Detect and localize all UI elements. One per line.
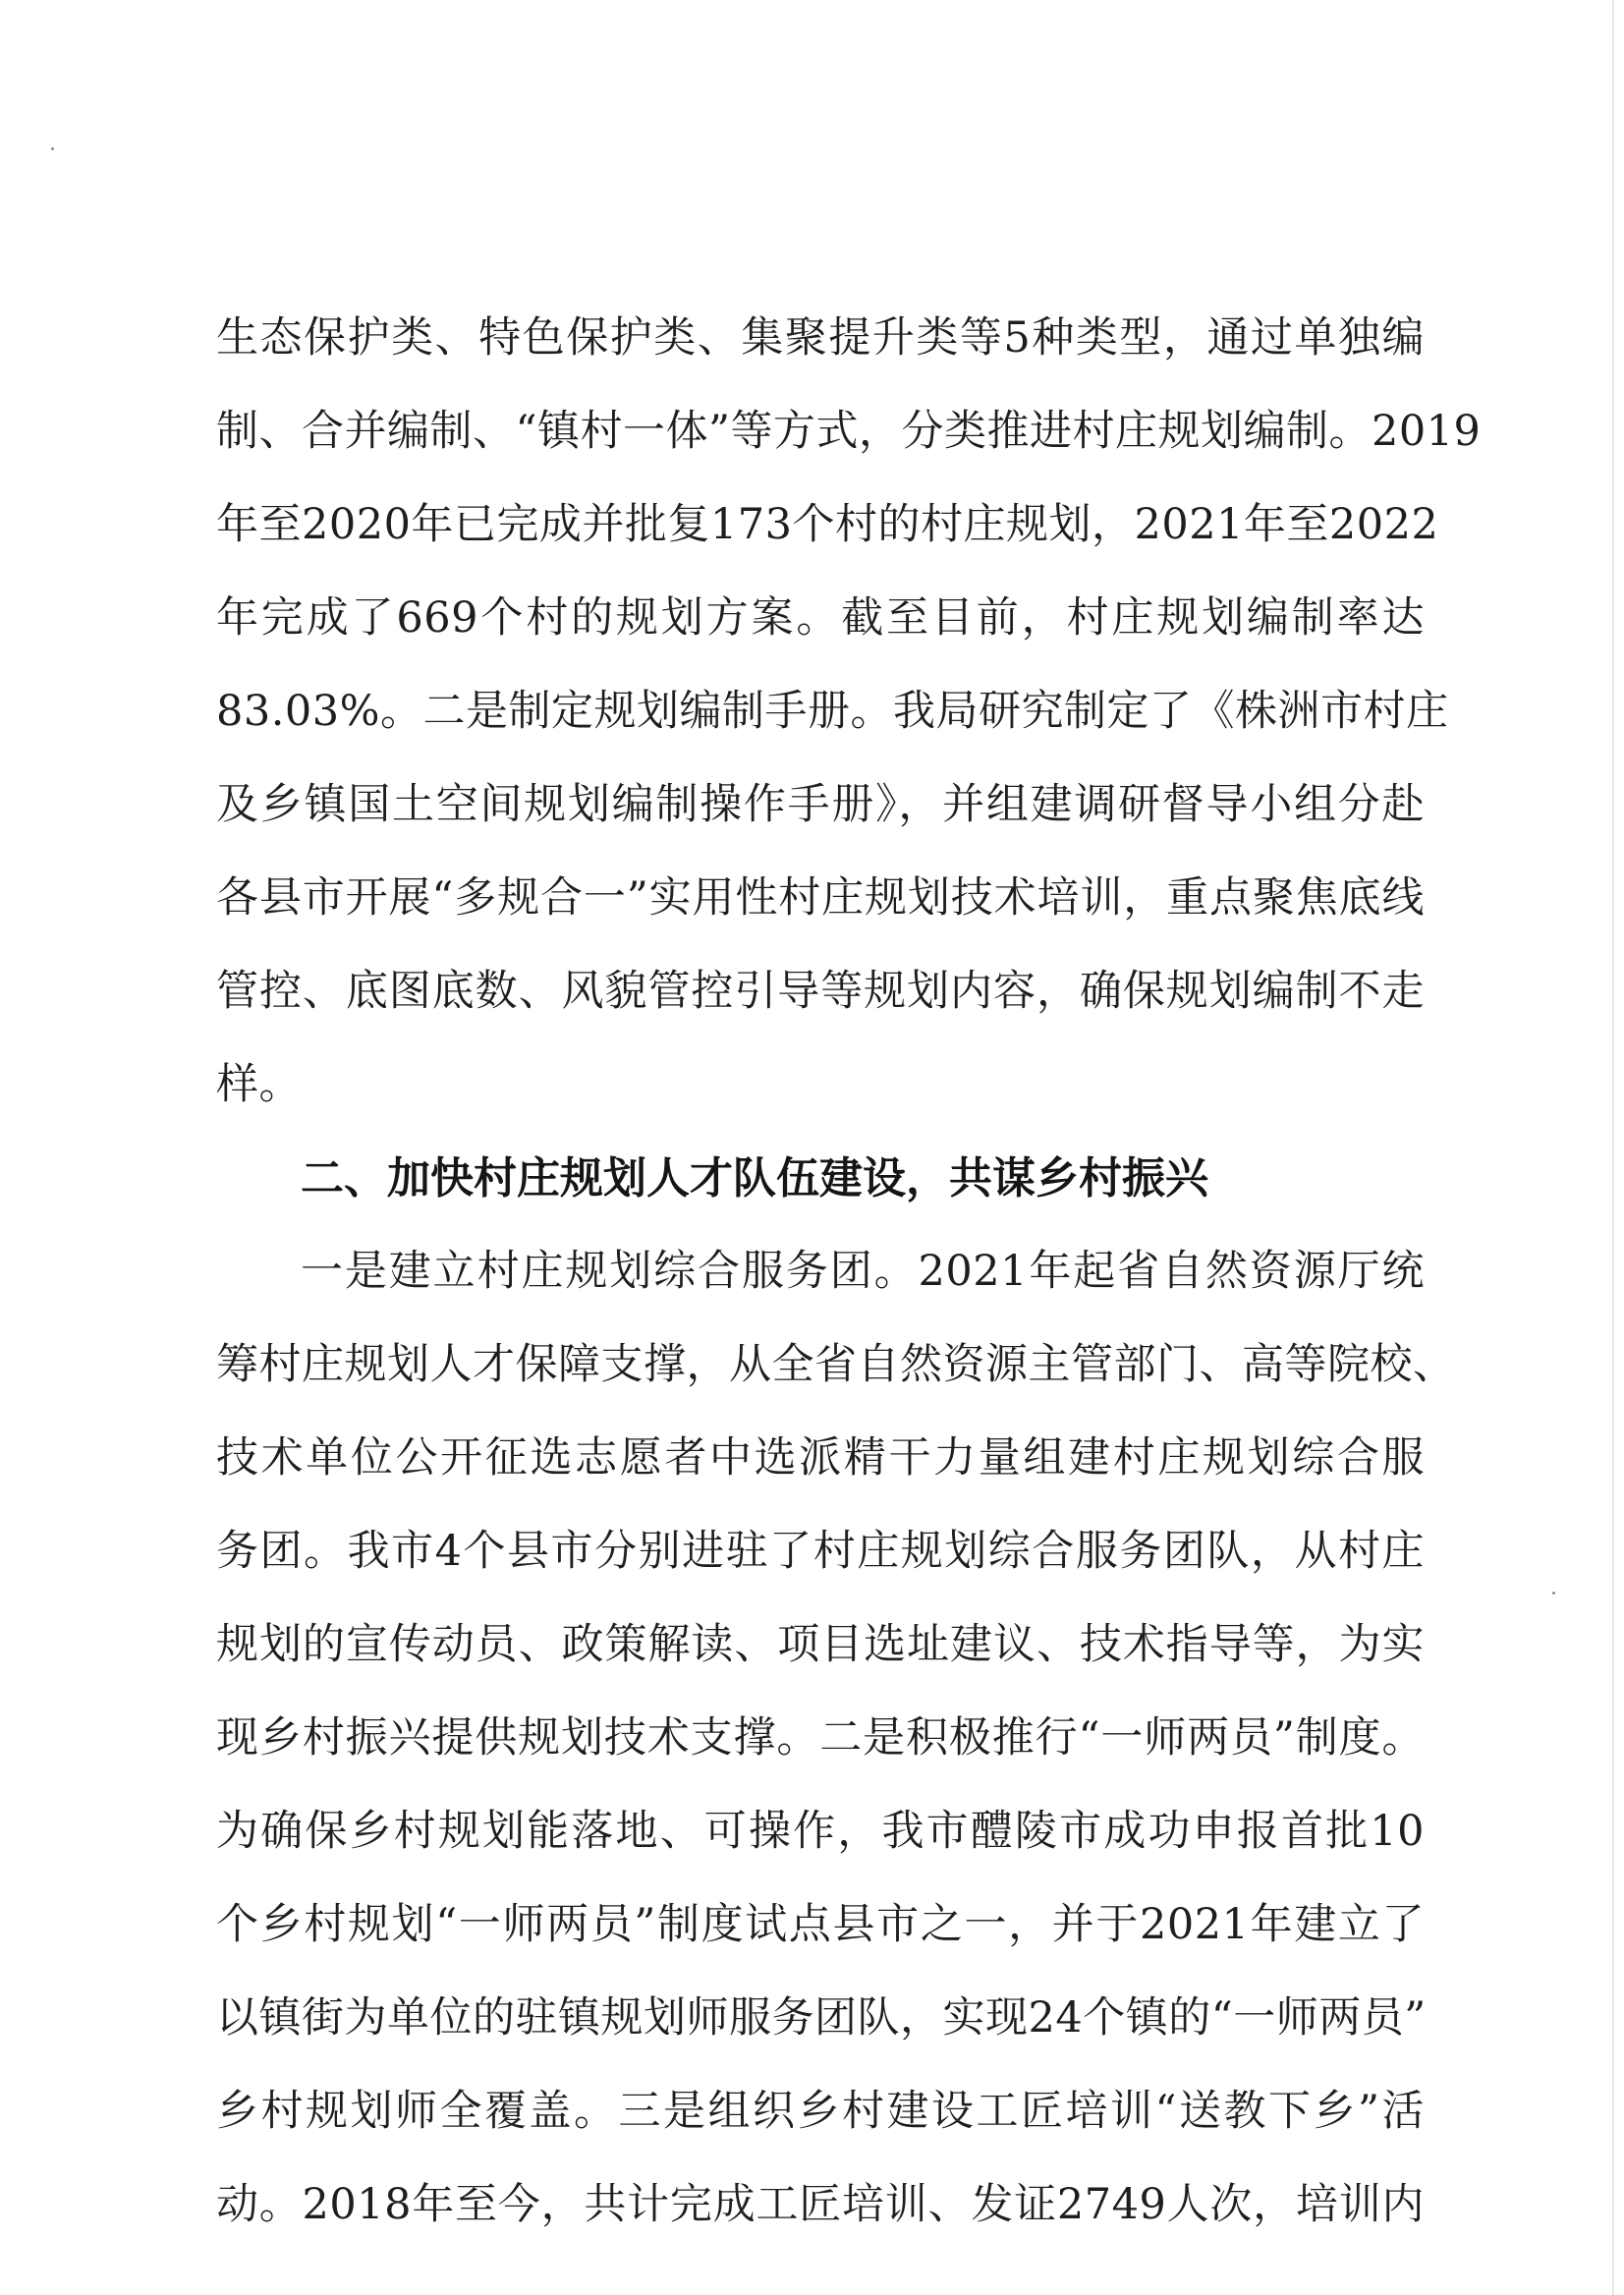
text-line: 个乡村规划“一师两员”制度试点县市之一，并于2021年建立了 xyxy=(216,1900,1425,1949)
scan-speck xyxy=(1552,1592,1555,1595)
text-line: 生态保护类、特色保护类、集聚提升类等5种类型，通过单独编 xyxy=(216,313,1425,363)
text-line: 筹村庄规划人才保障支撑，从全省自然资源主管部门、高等院校、 xyxy=(216,1340,1456,1389)
text-line: 83.03%。二是制定规划编制手册。我局研究制定了《株洲市村庄 xyxy=(216,687,1449,736)
text-line: 年完成了669个村的规划方案。截至目前，村庄规划编制率达 xyxy=(216,593,1425,643)
text-line: 为确保乡村规划能落地、可操作，我市醴陵市成功申报首批10 xyxy=(216,1807,1425,1856)
scan-speck xyxy=(51,147,54,150)
text-line: 乡村规划师全覆盖。三是组织乡村建设工匠培训“送教下乡”活 xyxy=(216,2087,1425,2136)
paragraph-continued xyxy=(216,292,1482,1132)
text-line: 各县市开展“多规合一”实用性村庄规划技术培训，重点聚焦底线 xyxy=(216,873,1425,923)
text-line: 动。2018年至今，共计完成工匠培训、发证2749人次，培训内 xyxy=(216,2180,1425,2229)
text-line: 样。 xyxy=(216,1060,302,1109)
text-line: 务团。我市4个县市分别进驻了村庄规划综合服务团队，从村庄 xyxy=(216,1527,1425,1576)
text-line: 及乡镇国土空间规划编制操作手册》，并组建调研督导小组分赴 xyxy=(216,780,1425,829)
text-line: 技术单位公开征选志愿者中选派精干力量组建村庄规划综合服 xyxy=(216,1433,1425,1483)
section-paragraph xyxy=(216,1225,1456,2252)
section-heading: 二、加快村庄规划人才队伍建设，共谋乡村振兴 xyxy=(301,1153,1208,1203)
text-line: 一是建立村庄规划综合服务团。2021年起省自然资源厅统 xyxy=(301,1247,1425,1296)
text-line: 制、合并编制、“镇村一体”等方式，分类推进村庄规划编制。2019 xyxy=(216,407,1482,456)
text-line: 以镇街为单位的驻镇规划师服务团队，实现24个镇的“一师两员” xyxy=(216,1993,1427,2043)
text-line: 年至2020年已完成并批复173个村的村庄规划，2021年至2022 xyxy=(216,500,1439,549)
text-line: 现乡村振兴提供规划技术支撑。二是积极推行“一师两员”制度。 xyxy=(216,1713,1425,1763)
text-line: 规划的宣传动员、政策解读、项目选址建议、技术指导等，为实 xyxy=(216,1620,1425,1669)
text-line: 管控、底图底数、风貌管控引导等规划内容，确保规划编制不走 xyxy=(216,967,1425,1016)
scan-edge-line xyxy=(1612,0,1614,2295)
document-body xyxy=(216,292,1482,2252)
